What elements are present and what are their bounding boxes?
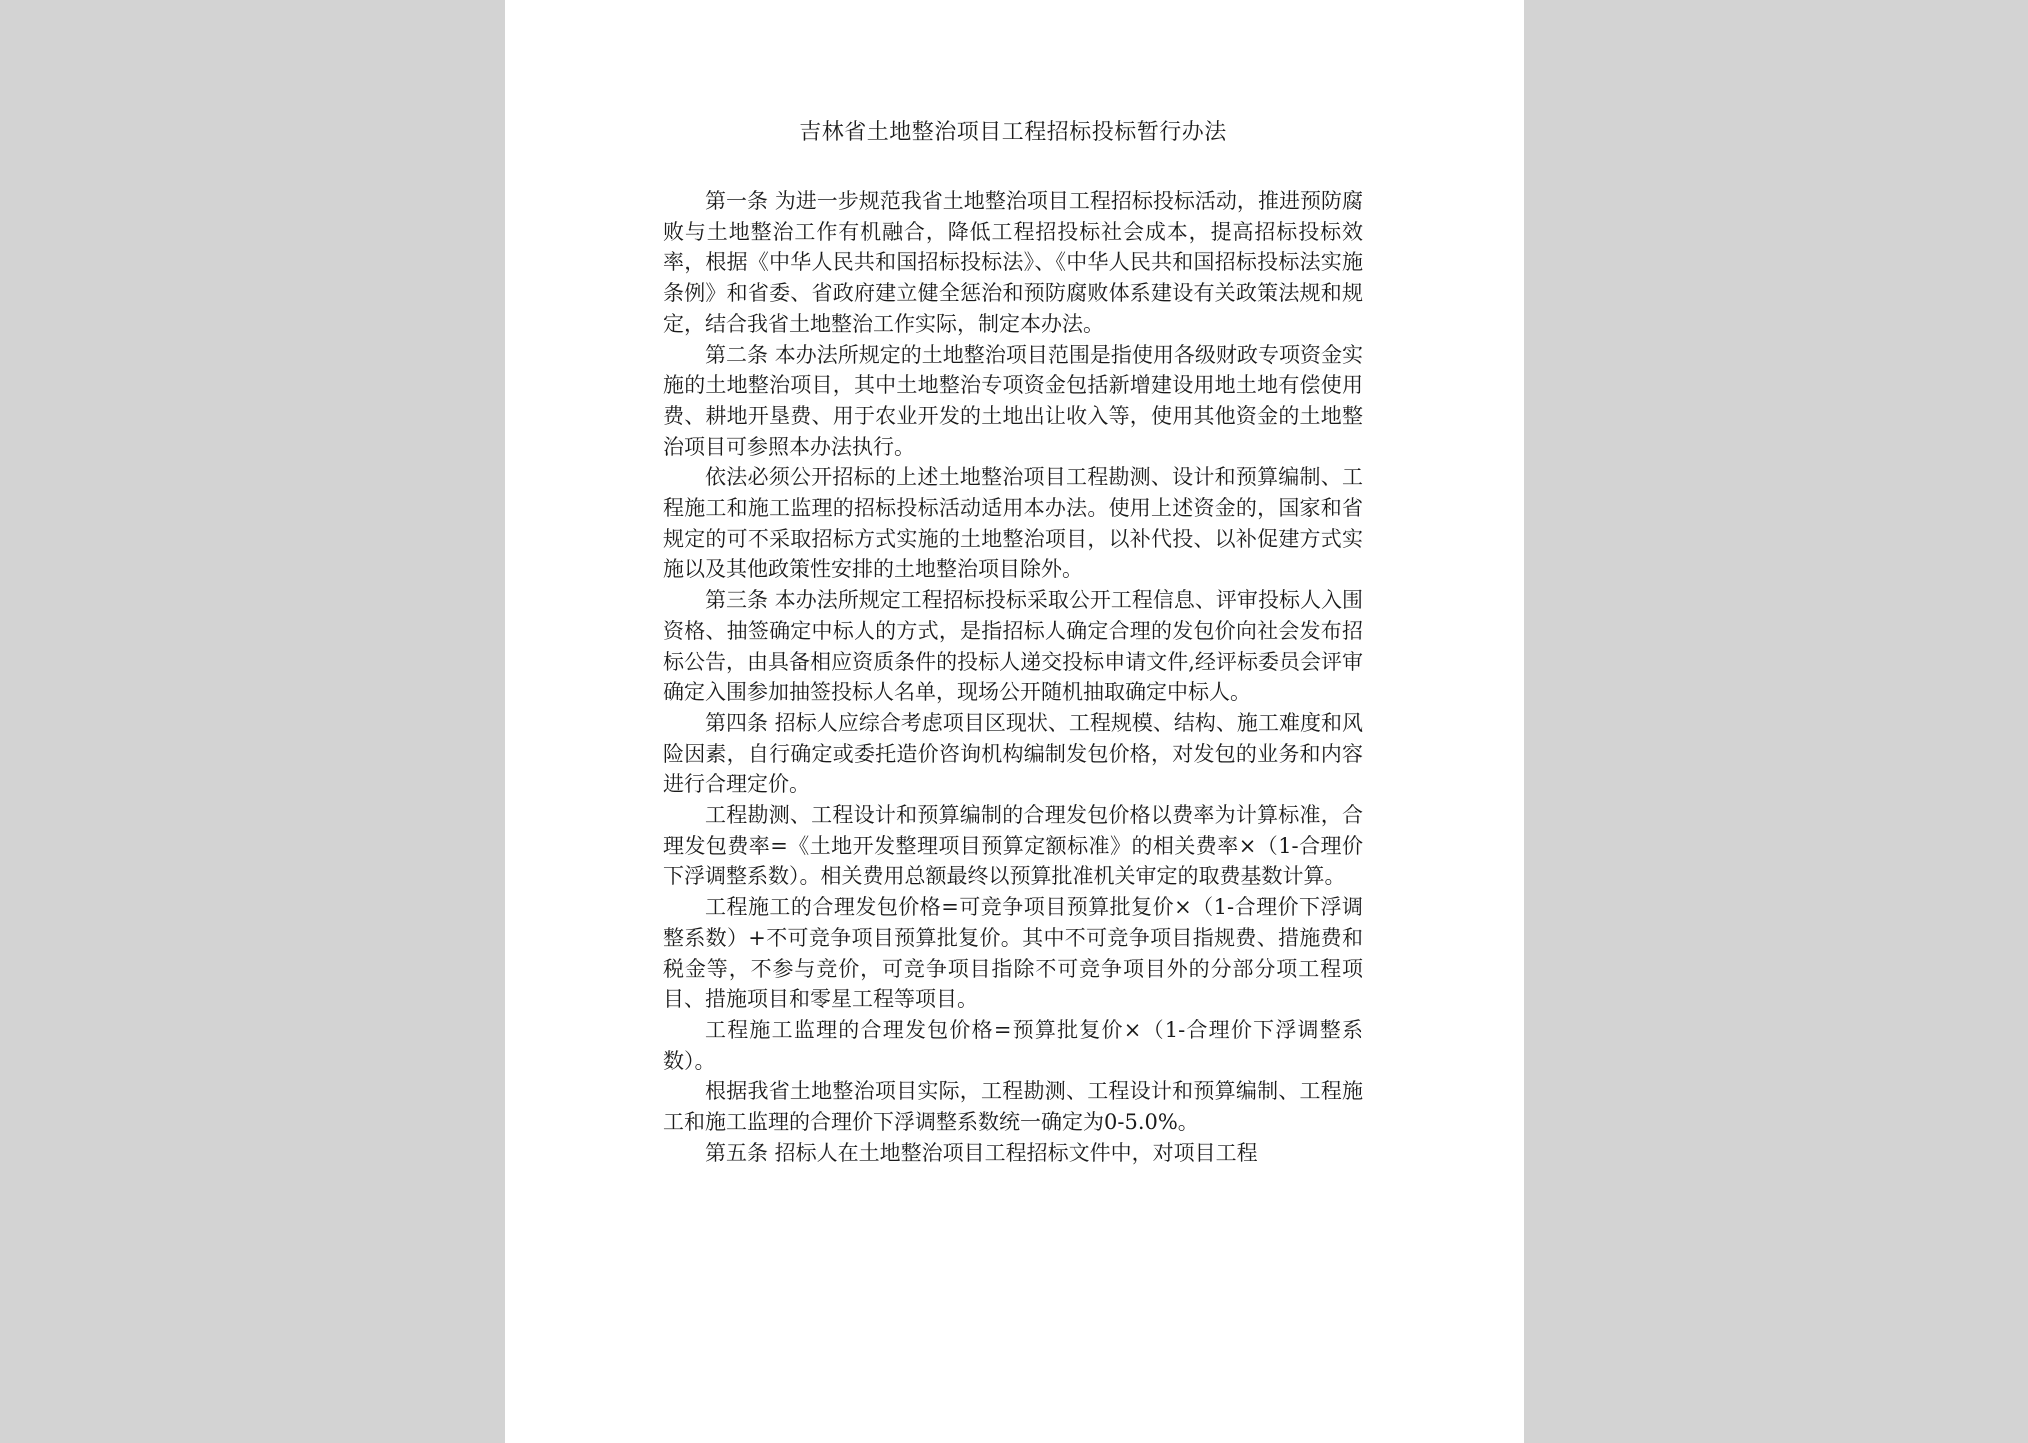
survey-design-pricing-paragraph: 工程勘测、工程设计和预算编制的合理发包价格以费率为计算标准，合理发包费率=《土地开发整理项目预算定额标准》的相关费率×（1-合理价下浮调整系数）。相关费用总额最终以预算批准机关审定的取费基数计算。 [663, 803, 1363, 889]
article-2-paragraph: 第二条 本办法所规定的土地整治项目范围是指使用各级财政专项资金实施的土地整治项目，其中土地整治专项资金包括新增建设用地土地有偿使用费、耕地开垦费、用于农业开发的土地出让收入等，使用其他资金的土地整治项目可参照本办法执行。 [663, 342, 1363, 459]
construction-pricing-paragraph: 工程施工的合理发包价格=可竞争项目预算批复价×（1-合理价下浮调整系数）+不可竞争项目预算批复价。其中不可竞争项目指规费、措施费和税金等，不参与竞价，可竞争项目指除不可竞争项目外的分部分项工程项目、措施项目和零星工程等项目。 [663, 895, 1363, 1012]
document-body [663, 118, 1363, 1169]
document-title: 吉林省土地整治项目工程招标投标暂行办法 [799, 120, 1227, 145]
article-1-paragraph: 第一条 为进一步规范我省土地整治项目工程招标投标活动，推进预防腐败与土地整治工作有机融合，降低工程招投标社会成本，提高招标投标效率，根据《中华人民共和国招标投标法》、《中华人民共和国招标投标法实施条例》和省委、省政府建立健全惩治和预防腐败体系建设有关政策法规和规定，结合我省土地整治工作实际，制定本办法。 [663, 189, 1363, 336]
article-3-paragraph: 第三条 本办法所规定工程招标投标采取公开工程信息、评审投标人入围资格、抽签确定中标人的方式，是指招标人确定合理的发包价向社会发布招标公告，由具备相应资质条件的投标人递交投标申请文件,经评标委员会评审确定入围参加抽签投标人名单，现场公开随机抽取确定中标人。 [663, 588, 1363, 705]
article-2-scope-paragraph: 依法必须公开招标的上述土地整治项目工程勘测、设计和预算编制、工程施工和施工监理的招标投标活动适用本办法。使用上述资金的，国家和省规定的可不采取招标方式实施的土地整治项目，以补代投、以补促建方式实施以及其他政策性安排的土地整治项目除外。 [663, 465, 1363, 582]
article-4-paragraph: 第四条 招标人应综合考虑项目区现状、工程规模、结构、施工难度和风险因素，自行确定或委托造价咨询机构编制发包价格，对发包的业务和内容进行合理定价。 [663, 710, 1363, 797]
document-page [505, 0, 1524, 1443]
supervision-pricing-paragraph: 工程施工监理的合理发包价格=预算批复价×（1-合理价下浮调整系数）。 [663, 1017, 1363, 1073]
article-5-paragraph: 第五条 招标人在土地整治项目工程招标文件中，对项目工程 [705, 1140, 1258, 1165]
adjustment-coefficient-paragraph: 根据我省土地整治项目实际，工程勘测、工程设计和预算编制、工程施工和施工监理的合理价下浮调整系数统一确定为0-5.0%。 [663, 1079, 1363, 1135]
